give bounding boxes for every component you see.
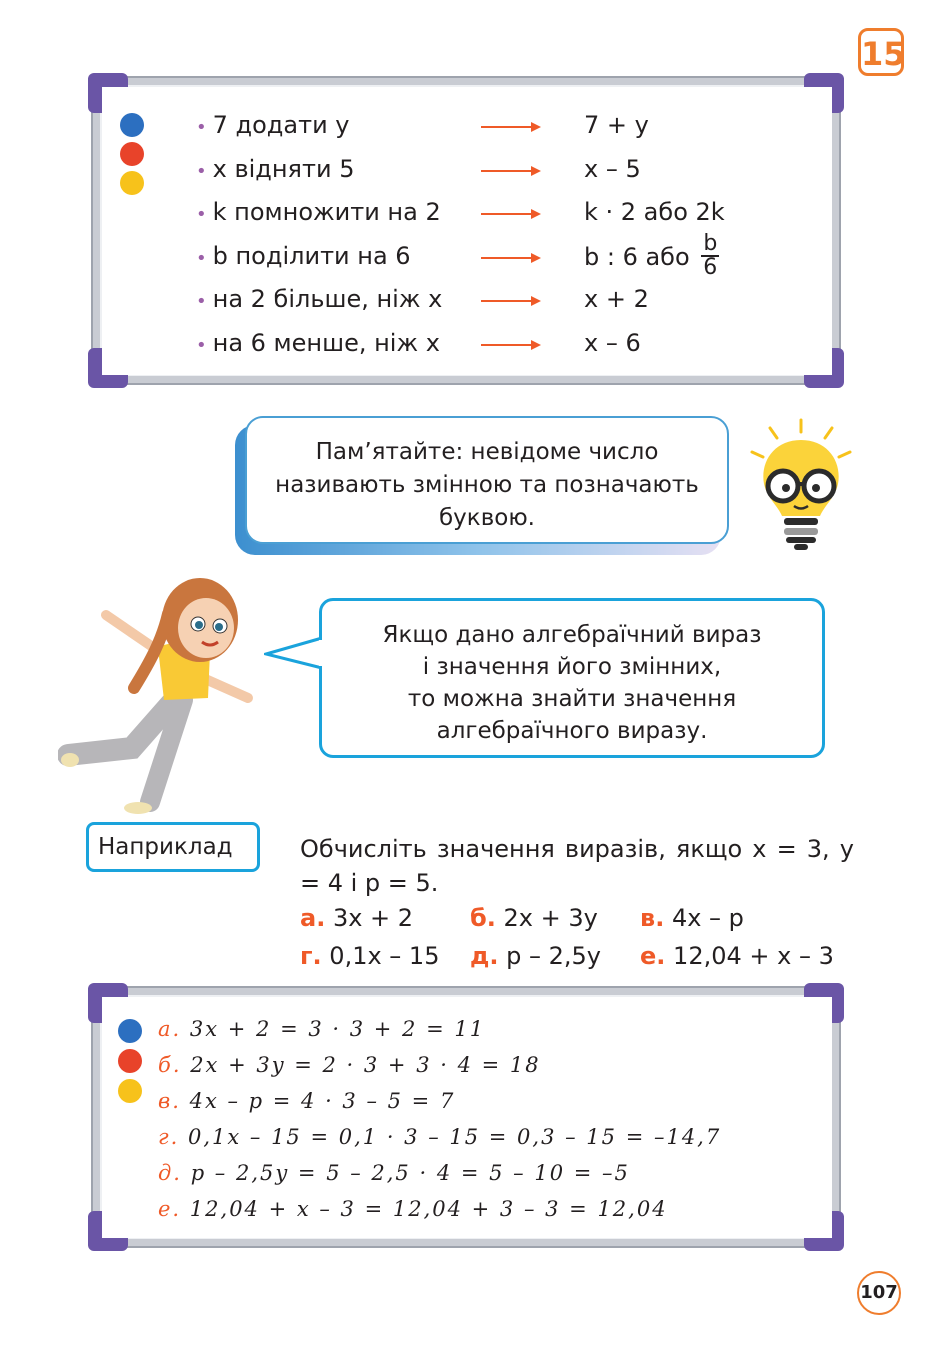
page-number: 107	[857, 1271, 901, 1315]
bullet-icon: •	[196, 160, 207, 182]
lightbulb-icon	[748, 418, 854, 552]
red-dot-icon	[120, 142, 144, 166]
remember-line: буквою.	[439, 505, 535, 531]
fraction	[701, 230, 719, 280]
speech-line: Якщо дано алгебраїчний вираз	[382, 622, 762, 648]
speech-line: і значення його змінних,	[422, 654, 722, 680]
task-item	[300, 899, 413, 937]
solution-letter: г.	[158, 1125, 180, 1149]
task-item-expr: p – 2,5y	[506, 942, 602, 970]
solutions-list	[158, 1011, 818, 1227]
speech-line: то можна знайти значення	[407, 686, 737, 712]
girl-illustration	[58, 570, 268, 820]
task-text: Обчисліть значення виразів, якщо x = 3, y = 4 і p = 5.	[300, 835, 854, 897]
bullet-icon: •	[196, 204, 207, 225]
solution-text: 3x + 2 = 3 · 3 + 2 = 11	[189, 1017, 486, 1041]
rule-expression-text: b : 6 або	[584, 242, 690, 271]
bullet-icon: •	[196, 117, 207, 138]
solution-text: 4x – p = 4 · 3 – 5 = 7	[189, 1089, 456, 1113]
solution-row	[158, 1083, 818, 1119]
task-item	[470, 899, 598, 937]
solution-row	[158, 1191, 818, 1227]
bullet-icon: •	[196, 334, 207, 356]
solution-text: 12,04 + x – 3 = 12,04 + 3 – 3 = 12,04	[189, 1197, 668, 1221]
task-item-letter: г.	[300, 942, 322, 970]
rule-row	[196, 148, 756, 192]
task-item-expr: 3x + 2	[332, 904, 414, 932]
task-item-letter: в.	[640, 904, 665, 932]
solution-letter: в.	[158, 1089, 181, 1113]
rule-row	[196, 322, 756, 366]
solution-text: p – 2,5y = 5 – 2,5 · 4 = 5 – 10 = –5	[190, 1161, 630, 1185]
rule-phrase: 7 додати y	[212, 111, 350, 139]
solution-row	[158, 1047, 818, 1083]
rule-phrase: x відняти 5	[212, 154, 355, 183]
remember-bubble	[245, 416, 729, 544]
remember-line: називають змінною та позначають	[275, 472, 699, 498]
arrow-icon	[481, 300, 539, 302]
blue-dot-icon	[120, 113, 144, 137]
rule-phrase: k помножити на 2	[212, 198, 441, 226]
task-item	[470, 937, 601, 975]
rule-expression	[584, 230, 719, 281]
speech-line: алгебраїчного виразу.	[436, 718, 708, 744]
speech-bubble-tail	[264, 634, 324, 674]
arrow-icon	[481, 344, 539, 346]
rule-expression: k · 2 або 2k	[584, 198, 725, 226]
red-dot-icon	[118, 1049, 142, 1073]
rule-expression: x + 2	[584, 285, 649, 313]
task-item-letter: б.	[470, 904, 496, 932]
yellow-dot-icon	[120, 171, 144, 195]
rules-list	[196, 104, 756, 365]
arrow-icon	[481, 170, 539, 172]
task-item-letter: д.	[470, 942, 499, 970]
task-item-expr: 2x + 3y	[503, 904, 598, 932]
task-item	[640, 937, 834, 975]
solution-row	[158, 1011, 818, 1047]
yellow-dot-icon	[118, 1079, 142, 1103]
task-item-letter: а.	[300, 904, 326, 932]
speech-tail-cover	[319, 640, 323, 666]
solution-letter: е.	[158, 1197, 182, 1221]
rule-expression: x – 6	[584, 328, 641, 357]
task-item-expr: 12,04 + x – 3	[673, 942, 834, 970]
rule-phrase: на 2 більше, ніж x	[212, 285, 443, 313]
task-item	[300, 937, 439, 975]
solution-letter: д.	[158, 1161, 182, 1185]
rule-phrase: на 6 менше, ніж x	[212, 328, 440, 357]
task-item-expr: 4x – p	[671, 904, 744, 932]
task-item	[640, 899, 744, 937]
speech-bubble	[319, 598, 825, 758]
arrow-icon	[481, 213, 539, 215]
fraction-numerator: b	[703, 230, 718, 256]
solution-row	[158, 1119, 818, 1155]
rule-phrase: b поділити на 6	[212, 241, 411, 270]
fraction-denominator: 6	[703, 254, 718, 280]
rule-row	[196, 191, 756, 235]
remember-line: Пам’ятайте: невідоме число	[315, 439, 659, 465]
rule-expression: x – 5	[584, 154, 641, 183]
rule-row	[196, 230, 756, 280]
solution-letter: б.	[158, 1053, 182, 1077]
blue-dot-icon	[118, 1019, 142, 1043]
solution-text: 0,1x – 15 = 0,1 · 3 – 15 = 0,3 – 15 = –14,7	[187, 1125, 722, 1149]
arrow-icon	[481, 257, 539, 259]
chapter-badge: 15	[858, 28, 904, 76]
task-item-letter: е.	[640, 942, 666, 970]
solution-letter: а.	[158, 1017, 182, 1041]
rule-expression: 7 + y	[584, 111, 649, 139]
solution-text: 2x + 3y = 2 · 3 + 3 · 4 = 18	[190, 1053, 541, 1077]
arrow-icon	[481, 126, 539, 128]
example-label: Наприклад	[86, 822, 260, 872]
bullet-icon: •	[196, 291, 207, 312]
rule-row	[196, 278, 756, 322]
bullet-icon: •	[196, 247, 207, 269]
solution-row	[158, 1155, 818, 1191]
rule-row	[196, 104, 756, 148]
task-item-expr: 0,1x – 15	[329, 942, 440, 970]
